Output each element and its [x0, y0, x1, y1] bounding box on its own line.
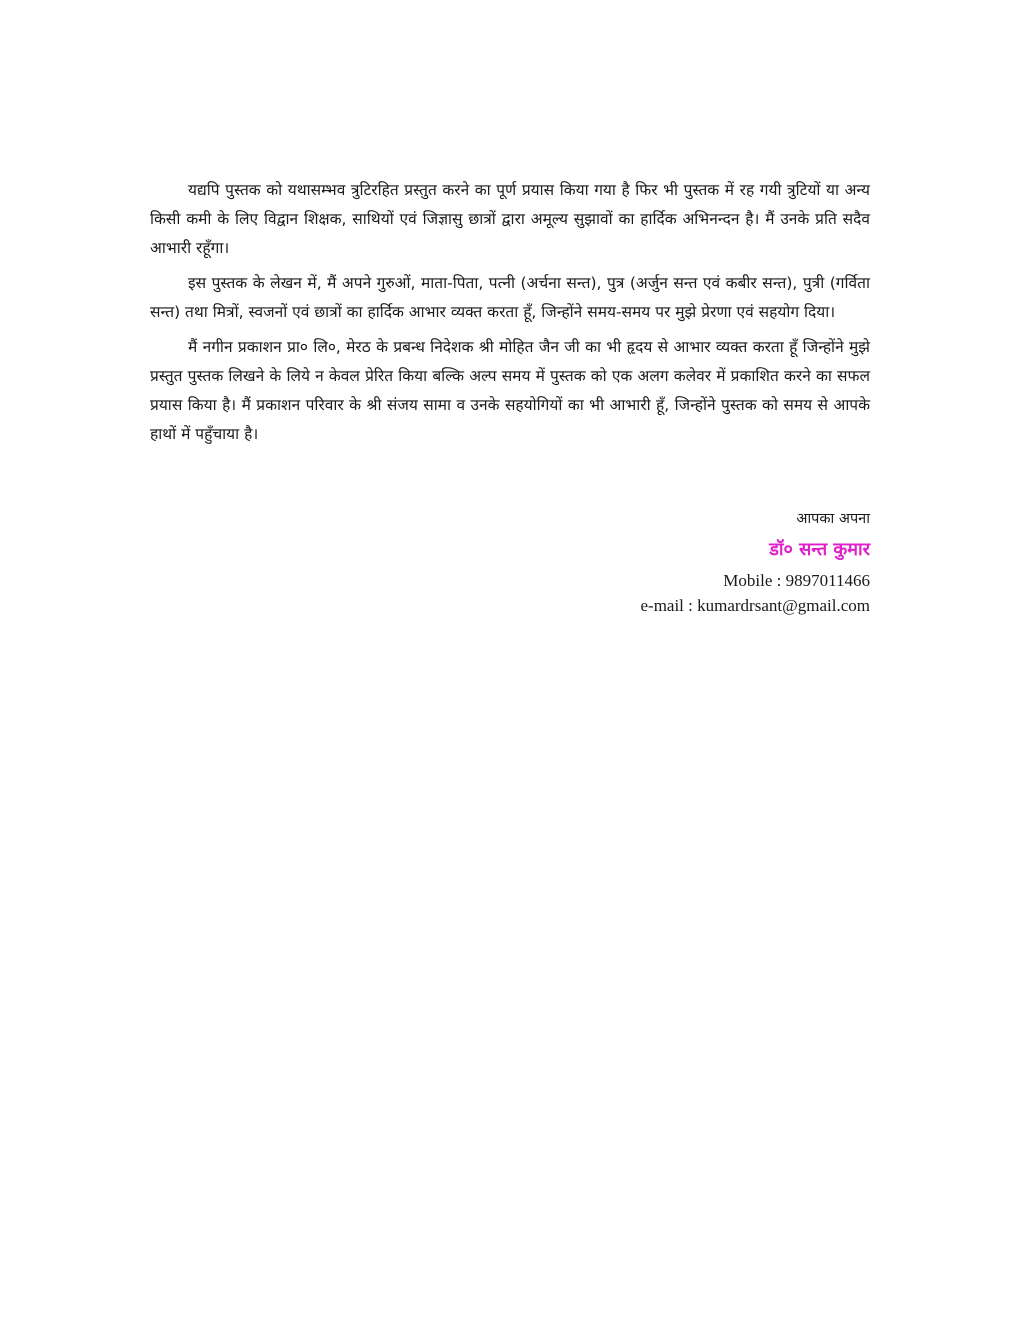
paragraph-publisher-thanks: मैं नगीन प्रकाशन प्रा० लि०, मेरठ के प्रबन्ध निदेशक श्री मोहित जैन जी का भी हृदय से आभार व्यक्त करता हूँ जिन्होंने मुझे प्रस्तुत पुस्तक लिखने के लिये न केवल प्रेरित किया बल्कि अल्प समय में पुस्तक को एक अलग कलेवर में प्रकाशित करने का सफल प्रयास किया है। मैं प्रकाशन परिवार के श्री संजय सामा व उनके सहयोगियों का भी आभारी हूँ, जिन्होंने पुस्तक को समय से आपके हाथों में पहुँचाया है।	[150, 338, 870, 443]
paragraph-errata: यद्यपि पुस्तक को यथासम्भव त्रुटिरहित प्रस्तुत करने का पूर्ण प्रयास किया गया है फिर भी पुस्तक में रह गयी त्रुटियों या अन्य किसी कमी के लिए विद्वान शिक्षक, साथियों एवं जिज्ञासु छात्रों द्वारा अमूल्य सुझावों का हार्दिक अभिनन्दन है। मैं उनके प्रति सदैव आभारी रहूँगा।	[150, 181, 870, 257]
paragraph-family-thanks: इस पुस्तक के लेखन में, मैं अपने गुरुओं, माता-पिता, पत्नी (अर्चना सन्त), पुत्र (अर्जुन सन्त एवं कबीर सन्त), पुत्री (गर्विता सन्त) तथा मित्रों, स्वजनों एवं छात्रों का हार्दिक आभार व्यक्त करता हूँ, जिन्होंने समय-समय पर मुझे प्रेरणा एवं सहयोग दिया।	[150, 274, 870, 321]
author-mobile: Mobile : 9897011466	[723, 571, 870, 590]
signature-block	[470, 506, 870, 618]
signature-closing: आपका अपना	[796, 511, 870, 527]
author-name: डॉ० सन्त कुमार	[769, 539, 870, 560]
author-email: e-mail : kumardrsant@gmail.com	[640, 596, 870, 615]
preface-body	[150, 176, 870, 455]
